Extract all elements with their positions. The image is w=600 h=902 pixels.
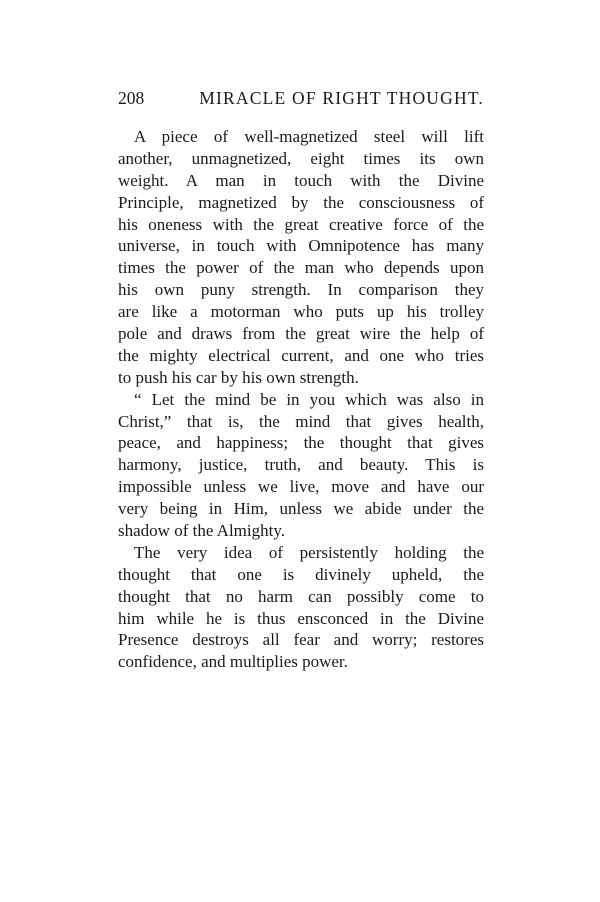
paragraph (118, 542, 484, 673)
text-line: his own puny strength. In comparison they (118, 280, 484, 300)
text-line: Christ,” that is, the mind that gives health, (118, 411, 484, 431)
text-line: the mighty electrical current, and one who tries (118, 345, 484, 365)
text-line: A piece of well-magnetized steel will lift (134, 127, 484, 146)
running-title: MIRACLE OF RIGHT THOUGHT. (199, 88, 484, 108)
text-line: pole and draws from the great wire the help of (118, 324, 484, 344)
text-line: weight. A man in touch with the Divine (118, 170, 484, 190)
text-line: thought that no harm can possibly come to (118, 586, 484, 606)
text-line: impossible unless we live, move and have our (118, 477, 484, 497)
text-line: harmony, justice, truth, and beauty. This is (118, 455, 484, 475)
text-line: are like a motorman who puts up his trolley (118, 302, 484, 322)
text-line: to push his car by his own strength. (118, 367, 359, 387)
page-body (118, 126, 484, 673)
running-header (118, 88, 484, 109)
text-line: confidence, and multiplies power. (118, 652, 348, 672)
text-line: Principle, magnetized by the consciousness of (118, 192, 484, 212)
paragraph (118, 126, 484, 389)
text-line: his oneness with the great creative force of the (118, 214, 484, 234)
text-line: “ Let the mind be in you which was also in (134, 389, 484, 409)
paragraph (118, 389, 484, 542)
text-line: shadow of the Almighty. (118, 521, 285, 541)
text-line: Presence destroys all fear and worry; restores (118, 630, 484, 650)
text-line: very being in Him, unless we abide under the (118, 499, 484, 519)
text-line: universe, in touch with Omnipotence has many (118, 236, 484, 256)
text-line: thought that one is divinely upheld, the (118, 564, 484, 584)
text-line: The very idea of persistently holding the (134, 542, 484, 562)
page-number: 208 (118, 88, 145, 108)
text-line: times the power of the man who depends upon (118, 258, 484, 278)
text-line: another, unmagnetized, eight times its own (118, 148, 484, 168)
text-line: him while he is thus ensconced in the Divine (118, 608, 484, 628)
text-line: peace, and happiness; the thought that gives (118, 433, 484, 453)
